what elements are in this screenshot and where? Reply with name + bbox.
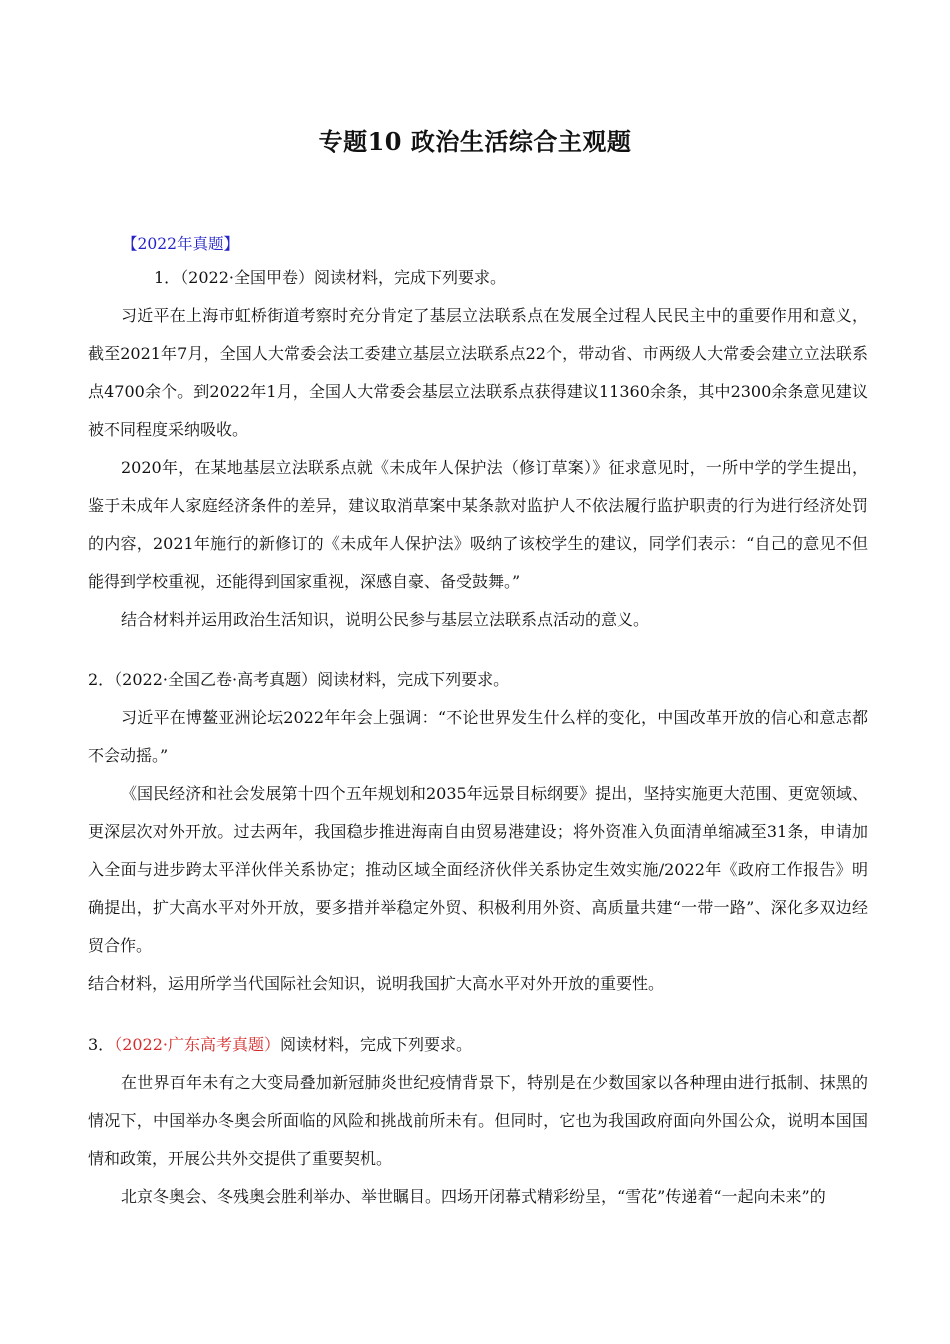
question-2-prompt: 结合材料，运用所学当代国际社会知识，说明我国扩大高水平对外开放的重要性。: [88, 974, 665, 993]
question-2-paragraph-2: 《国民经济和社会发展第十四个五年规划和2035年远景目标纲要》提出，坚持实施更大范围、更宽领域、更深层次对外开放。过去两年，我国稳步推进海南自由贸易港建设；将外资准入负面清单缩减至31条，申请加入全面与进步跨太平洋伙伴关系协定；推动区域全面经济伙伴关系协定生效实施/2022年《政府工作报告》明确提出，扩大高水平对外开放，要多措并举稳定外贸、积极利用外资、高质量共建“一带一路”、深化多双边经贸合作。: [88, 784, 868, 955]
section-tag: 【2022年真题】: [122, 235, 239, 253]
question-1-prompt: 结合材料并运用政治生活知识，说明公民参与基层立法联系点活动的意义。: [121, 610, 650, 629]
question-1-heading: 1．（2022·全国甲卷）阅读材料，完成下列要求。: [154, 268, 506, 287]
question-3-instruction: 阅读材料，完成下列要求。: [280, 1035, 473, 1054]
question-3: [88, 1026, 868, 1216]
question-3-paragraph-2: 北京冬奥会、冬残奥会胜利举办、举世瞩目。四场开闭幕式精彩纷呈，“雪花”传递着“一起向未来”的: [121, 1187, 826, 1206]
question-3-source: （2022·广东高考真题）: [114, 1035, 280, 1054]
question-3-number: 3．: [88, 1035, 115, 1054]
question-2-heading: 2．（2022·全国乙卷·高考真题）阅读材料，完成下列要求。: [88, 670, 510, 689]
question-1-paragraph-2: 2020年，在某地基层立法联系点就《未成年人保护法（修订草案）》征求意见时，一所中学的学生提出，鉴于未成年人家庭经济条件的差异，建议取消草案中某条款对监护人不依法履行监护职责的行为进行经济处罚的内容，2021年施行的新修订的《未成年人保护法》吸纳了该校学生的建议，同学们表示：“自己的意见不但能得到学校重视，还能得到国家重视，深感自豪、备受鼓舞。”: [88, 458, 868, 591]
document-title: 专题10 政治生活综合主观题: [318, 127, 632, 156]
question-2-paragraph-1: 习近平在博鳌亚洲论坛2022年年会上强调：“不论世界发生什么样的变化，中国改革开放的信心和意志都不会动摇。”: [88, 708, 868, 765]
question-3-paragraph-1: 在世界百年未有之大变局叠加新冠肺炎世纪疫情背景下，特别是在少数国家以各种理由进行抵制、抹黑的情况下，中国举办冬奥会所面临的风险和挑战前所未有。但同时，它也为我国政府面向外国公众，说明本国国情和政策，开展公共外交提供了重要契机。: [88, 1073, 868, 1168]
question-1-paragraph-1: 习近平在上海市虹桥街道考察时充分肯定了基层立法联系点在发展全过程人民民主中的重要作用和意义，截至2021年7月，全国人大常委会法工委建立基层立法联系点22个，带动省、市两级人大常委会建立立法联系点4700余个。到2022年1月，全国人大常委会基层立法联系点获得建议11360余条，其中2300余条意见建议被不同程度采纳吸收。: [88, 306, 868, 439]
question-3-heading: [88, 1026, 868, 1064]
question-2: [88, 661, 868, 1003]
question-1: [88, 259, 868, 639]
